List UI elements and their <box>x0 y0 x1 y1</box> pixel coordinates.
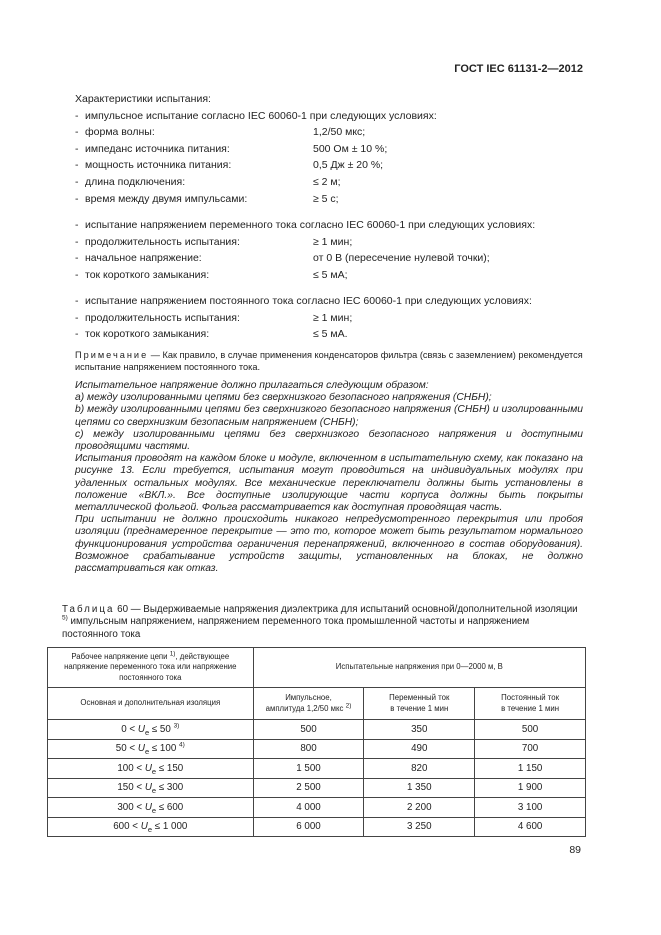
page-number: 89 <box>569 844 581 856</box>
paragraph: a) между изолированными цепями без сверхнизкого безопасного напряжения (СНБН); <box>75 392 492 404</box>
range-text: ≤ 600 <box>156 801 184 813</box>
param-value: ≥ 1 мин; <box>313 235 353 248</box>
param-label: продолжительность испытания: <box>85 311 240 324</box>
param-value: ≤ 2 м; <box>313 175 341 188</box>
header-impulse <box>253 688 364 720</box>
range-symbol: U <box>137 723 145 735</box>
range-subscript: e <box>147 825 152 835</box>
range-text: ≤ 100 <box>149 743 179 755</box>
ac-value: 2 200 <box>364 798 475 818</box>
impulse-value: 6 000 <box>253 817 364 837</box>
dc-value: 700 <box>475 739 586 759</box>
list-dash: - <box>75 126 79 139</box>
range-text: ≤ 1 000 <box>152 821 188 833</box>
impulse-value: 800 <box>253 739 364 759</box>
ac-value: 350 <box>364 720 475 740</box>
footnote-ref: 2) <box>345 701 352 709</box>
voltage-range-cell <box>48 720 254 740</box>
note <box>75 349 590 374</box>
param-value: ≥ 5 с; <box>313 192 339 205</box>
list-dash: - <box>75 192 79 205</box>
table-row <box>48 759 586 779</box>
list-item <box>75 234 590 251</box>
ac-value: 1 350 <box>364 778 475 798</box>
list-dash: - <box>75 159 79 172</box>
table-caption-text: 60 — Выдерживаемые напряжения диэлектрика для испытаний основной/дополнительной изоляции <box>114 604 578 615</box>
range-text: 50 < <box>115 743 138 755</box>
param-label: форма волны: <box>85 126 155 139</box>
list-item <box>75 124 590 141</box>
range-subscript: e <box>151 766 157 776</box>
footnote-ref: 4) <box>179 741 185 749</box>
ac-value: 820 <box>364 759 475 779</box>
table-caption-label: Таблица <box>62 604 115 615</box>
table-caption-text: импульсным напряжением, напряжением переменного тока промышленной частоты и напряжением постоянного тока <box>62 616 530 640</box>
ac-value: 3 250 <box>364 817 475 837</box>
dc-intro-text: испытание напряжением постоянного тока согласно IEC 60060-1 при следующих условиях: <box>85 295 532 307</box>
param-value: от 0 В (пересечение нулевой точки); <box>313 252 490 265</box>
table-row <box>48 739 586 759</box>
paragraph: Испытательное напряжение должно прилагаться следующим образом: <box>75 380 429 391</box>
param-label: ток короткого замыкания: <box>85 328 210 341</box>
voltage-range-cell <box>48 739 254 759</box>
param-value: ≤ 5 мА; <box>313 268 348 281</box>
range-subscript: e <box>151 805 157 815</box>
list-item <box>75 310 590 327</box>
paragraph: Испытания проводят на каждом блоке и модуле, включенном в испытательную схему, как показано на рисунке 13. Если требуется, испытания могут проводиться на индивидуальных модулях при удаленных остальных модулях. Все механические переключатели должны быть установлены в положение «ВКЛ.». Все доступные изолирующие части корпуса должны быть покрыты металлической фольгой. Фольга рассматривается как доступная проводящая часть. <box>75 453 583 514</box>
dc-value: 4 600 <box>475 817 586 837</box>
ac-test <box>75 217 590 283</box>
param-value: ≥ 1 мин; <box>313 311 353 324</box>
dc-value: 1 900 <box>475 778 586 798</box>
italic-requirements <box>75 380 583 575</box>
footnote-ref: 3) <box>173 722 180 730</box>
param-label: время между двумя импульсами: <box>85 192 248 205</box>
header-text: в течение 1 мин <box>501 703 560 713</box>
voltage-range-cell <box>48 778 254 798</box>
list-dash: - <box>75 109 79 122</box>
list-dash: - <box>75 311 79 324</box>
range-symbol: U <box>144 762 152 774</box>
table-row <box>48 778 586 798</box>
voltage-range-cell <box>48 759 254 779</box>
list-dash: - <box>75 252 79 265</box>
header-text: Импульсное, <box>285 693 332 702</box>
header-text: Рабочее напряжение цепи <box>71 651 170 661</box>
list-dash: - <box>75 295 79 307</box>
header-working-voltage <box>48 648 254 688</box>
voltage-range-cell <box>48 798 254 818</box>
impulse-intro <box>75 108 590 125</box>
range-text: 150 < <box>117 782 145 794</box>
header-test-voltages: Испытательные напряжения при 0—2000 м, В <box>253 648 585 688</box>
param-label: импеданс источника питания: <box>85 142 230 155</box>
list-item <box>75 250 590 267</box>
list-item <box>75 141 590 158</box>
characteristics-title-text: Характеристики испытания: <box>75 93 211 105</box>
dc-intro <box>75 293 590 310</box>
table-row <box>48 720 586 740</box>
header-text: Переменный ток <box>389 693 450 702</box>
range-text: 100 < <box>117 762 145 774</box>
param-value: 0,5 Дж ± 20 %; <box>313 159 384 172</box>
header-text: амплитуда 1,2/50 мкс <box>265 703 346 713</box>
characteristics-title <box>75 91 590 108</box>
dc-value: 1 150 <box>475 759 586 779</box>
dielectric-voltage-table <box>47 647 586 837</box>
table-header-row <box>48 648 586 688</box>
dc-value: 3 100 <box>475 798 586 818</box>
list-dash: - <box>75 268 79 281</box>
range-subscript: e <box>151 786 157 796</box>
range-symbol: U <box>140 821 148 833</box>
impulse-value: 2 500 <box>253 778 364 798</box>
param-label: ток короткого замыкания: <box>85 268 210 281</box>
table-row <box>48 817 586 837</box>
dc-test <box>75 293 590 343</box>
voltage-range-cell <box>48 817 254 837</box>
header-ac <box>364 688 475 720</box>
param-value: 1,2/50 мкс; <box>313 126 366 139</box>
list-item <box>75 191 590 208</box>
param-value: ≤ 5 мА. <box>313 328 348 341</box>
list-item <box>75 326 590 343</box>
table-caption <box>62 604 586 641</box>
list-item <box>75 267 590 284</box>
paragraph: b) между изолированными цепями без сверхнизкого безопасного напряжения (СНБН) и изолированными цепями со сверхнизким безопасным напряжением (СНБН); <box>75 404 583 428</box>
list-dash: - <box>75 328 79 341</box>
range-text: 300 < <box>117 801 145 813</box>
range-text: ≤ 50 <box>149 723 174 735</box>
range-symbol: U <box>144 801 152 813</box>
list-dash: - <box>75 235 79 248</box>
range-text: 600 < <box>113 821 141 833</box>
impulse-value: 1 500 <box>253 759 364 779</box>
paragraph: c) между изолированными цепями без сверхнизкого безопасного напряжения и доступными проводящими частями. <box>75 428 583 453</box>
range-symbol: U <box>137 743 145 755</box>
header-dc <box>475 688 586 720</box>
header-text: Постоянный ток <box>501 693 560 702</box>
impulse-intro-text: импульсное испытание согласно IEC 60060-1 при следующих условиях: <box>85 109 437 122</box>
test-characteristics <box>75 91 590 207</box>
impulse-value: 500 <box>253 720 364 740</box>
list-dash: - <box>75 142 79 155</box>
list-dash: - <box>75 175 79 188</box>
note-text: — Как правило, в случае применения конденсаторов фильтра (связь с заземлением) рекомендуется испытание напряжением постоянного тока. <box>75 350 583 373</box>
range-subscript: e <box>144 727 150 737</box>
range-symbol: U <box>144 782 152 794</box>
header-insulation: Основная и дополнительная изоляция <box>48 688 254 720</box>
list-item <box>75 174 590 191</box>
param-label: продолжительность испытания: <box>85 235 240 248</box>
header-text: в течение 1 мин <box>390 703 449 713</box>
list-dash: - <box>75 219 79 231</box>
range-text: ≤ 300 <box>156 782 184 794</box>
note-label: Примечание <box>75 350 149 360</box>
param-label: длина подключения: <box>85 175 186 188</box>
header-text: , действующее напряжение переменного тока или напряжение постоянного тока <box>64 651 237 682</box>
param-label: начальное напряжение: <box>85 252 202 265</box>
ac-intro <box>75 217 590 234</box>
table-header-row <box>48 688 586 720</box>
range-text: 0 < <box>121 723 138 735</box>
impulse-value: 4 000 <box>253 798 364 818</box>
ac-value: 490 <box>364 739 475 759</box>
param-value: 500 Ом ± 10 %; <box>313 142 388 155</box>
table-row <box>48 798 586 818</box>
footnote-ref: 1) <box>169 650 176 658</box>
document-header: ГОСТ IEC 61131-2—2012 <box>454 63 583 75</box>
dc-value: 500 <box>475 720 586 740</box>
range-subscript: e <box>144 747 150 757</box>
param-label: мощность источника питания: <box>85 159 232 172</box>
ac-intro-text: испытание напряжением переменного тока согласно IEC 60060-1 при следующих условиях: <box>85 219 536 231</box>
footnote-ref: 5) <box>62 615 68 623</box>
list-item <box>75 157 590 174</box>
paragraph: При испытании не должно происходить никакого непредусмотренного перекрытия или пробоя изоляции (преднамеренное перекрытие — это то, которое может быть результатом нормального функционирования устройства ограничения перенапряжений, включенного в состав оборудования). Возможное срабатывание устройств защиты, установленных на блоках, не должно рассматриваться как отказ. <box>75 514 583 575</box>
range-text: ≤ 150 <box>156 762 184 774</box>
